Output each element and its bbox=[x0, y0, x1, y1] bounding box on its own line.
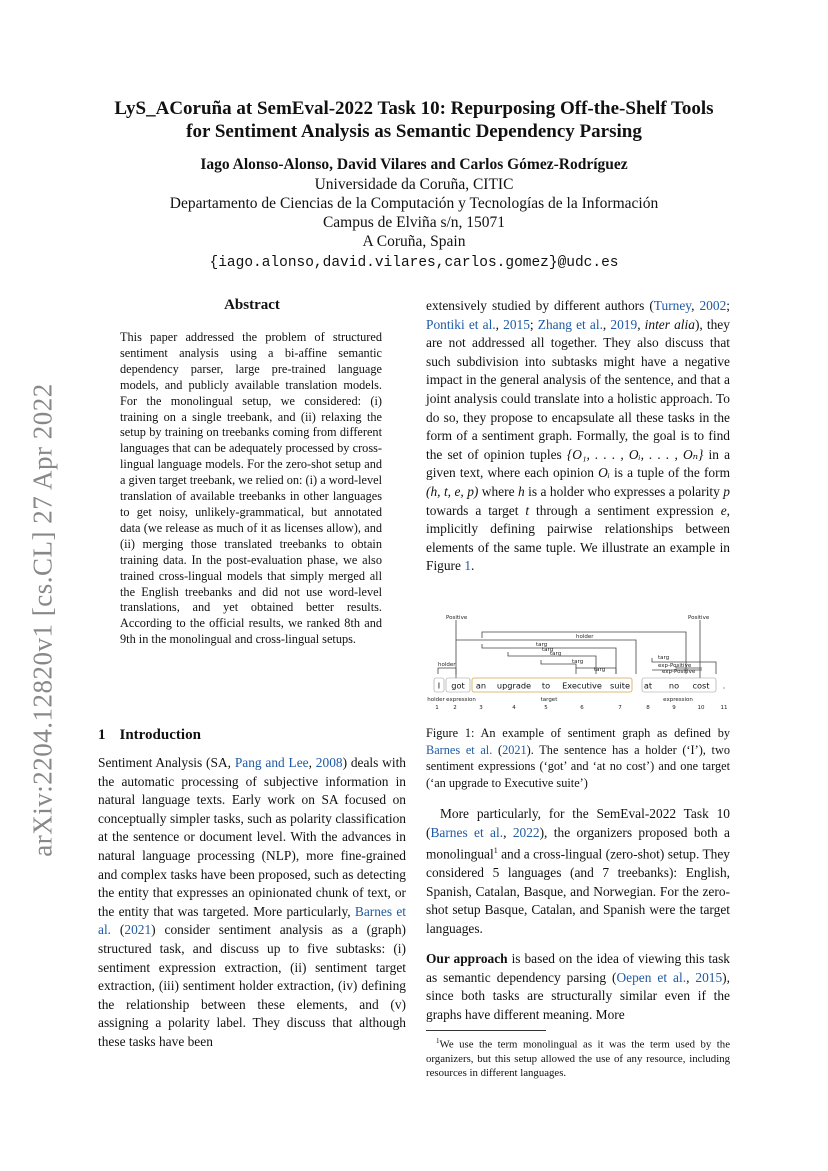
text-run: , bbox=[637, 316, 645, 332]
token-index: 10 bbox=[697, 705, 705, 711]
token-index: 3 bbox=[479, 705, 483, 711]
span-label: expression bbox=[663, 697, 693, 703]
token: cost bbox=[692, 680, 710, 691]
authors: Iago Alonso-Alonso, David Vilares and Carlos Gómez-Rodríguez bbox=[200, 156, 628, 173]
citation-link[interactable]: Pontiki et al. bbox=[426, 316, 496, 332]
token: I bbox=[437, 680, 441, 691]
citation-year-link[interactable]: 2021 bbox=[124, 922, 152, 938]
footnote-text: We use the term monolingual as it was the term used by the organizers, but this setup allowed the use of any resource, including resources in different languages. bbox=[426, 1038, 730, 1079]
text-run: is based on the idea of viewing this task as semantic dependency parsing ( bbox=[426, 951, 730, 985]
footnote-number: 1 bbox=[436, 1037, 440, 1045]
token-index: 7 bbox=[618, 705, 622, 711]
text-run: More particularly, for the SemEval-2022 Task 10 ( bbox=[426, 806, 730, 840]
arc-label: exp-Positive bbox=[658, 663, 692, 669]
citation-year-link[interactable]: 2019 bbox=[610, 316, 638, 332]
citation-link[interactable]: Zhang et al. bbox=[537, 316, 603, 332]
citation-year-link[interactable]: 2008 bbox=[315, 755, 343, 770]
citation-link[interactable]: Turney bbox=[653, 298, 692, 313]
math-expression: t bbox=[525, 502, 530, 518]
citation-year-link[interactable]: 2022 bbox=[512, 824, 540, 840]
span-label: holder bbox=[427, 697, 445, 703]
text-run: ) deals with the automatic processing of subjective information in natural language texts. Early work on SA focused on conceptually simpler tasks, such as polarity classification at the sentence or document level. With the advances in natural language processing (NLP), more fine-grained and complex tasks have been proposed, such as detecting the entity that expresses an opinionated chunk of text, or the entity that was targeted. More particularly, bbox=[98, 755, 406, 919]
arc-label: targ bbox=[594, 667, 606, 673]
citation-year-link[interactable]: 2015 bbox=[695, 969, 723, 985]
text-run: ; bbox=[529, 316, 538, 332]
token-index: 6 bbox=[580, 705, 584, 711]
figure-caption bbox=[426, 725, 730, 791]
arc-label: targ bbox=[550, 651, 562, 657]
math-expression: e bbox=[720, 502, 727, 518]
arc-label: holder bbox=[576, 634, 594, 640]
citation-link[interactable]: Barnes et al. bbox=[426, 742, 493, 757]
text-run: , implicitly defining pairwise relationships between elements of the same tuple. We illustrate an example in Figure bbox=[426, 502, 730, 574]
text-run: and a cross-lingual (zero-shot) setup. They considered 5 languages (and 7 treebanks): English, Spanish, Catalan, Basque, and Norwegian. For the zero-shot setup Basque, Catalan, and Spanish were the target languages. bbox=[426, 846, 730, 937]
text-run: where bbox=[478, 483, 518, 499]
text-run: ( bbox=[492, 742, 503, 757]
citation-link[interactable]: Oepen et al. bbox=[616, 969, 687, 985]
math-expression: {O₁, . . . , Oᵢ, . . . , Oₙ} bbox=[566, 446, 704, 462]
token: Executive bbox=[562, 680, 602, 691]
text-run: ), they are not addressed all together. They also discuss that such subdivision into subtasks might have a negative impact in the general analysis of the sentence, and that a joint analysis could translate into a holistic approach. To do so, they propose to encapsulate all these tasks in the form of a sentiment graph. Formally, the goal is to find the set of opinion tuples bbox=[426, 316, 730, 462]
arc-label: holder bbox=[438, 662, 456, 668]
citation-year-link[interactable]: 2021 bbox=[502, 742, 527, 757]
token: at bbox=[643, 680, 653, 691]
author-emails: {iago.alonso,david.vilares,carlos.gomez}@udc.es bbox=[209, 255, 619, 271]
token-index: 4 bbox=[512, 705, 516, 711]
sentiment-graph-figure bbox=[426, 608, 746, 714]
footnote bbox=[426, 1034, 730, 1080]
citation-year-link[interactable]: 2002 bbox=[699, 298, 727, 313]
polarity-label: Positive bbox=[688, 615, 710, 621]
token: . bbox=[722, 680, 726, 691]
text-run: . bbox=[471, 558, 475, 574]
text-run: in a given text, where each opinion bbox=[426, 446, 731, 481]
span-label: expression bbox=[446, 697, 476, 703]
token: got bbox=[451, 680, 465, 691]
right-column-paragraph-3 bbox=[426, 950, 730, 1024]
token-index: 8 bbox=[646, 705, 650, 711]
right-column-paragraph-1 bbox=[426, 297, 730, 576]
paper-title bbox=[60, 97, 768, 143]
math-expression: p bbox=[723, 483, 730, 499]
math-expression: Oᵢ bbox=[598, 465, 610, 481]
right-column-paragraph-2 bbox=[426, 805, 730, 939]
arxiv-sidebar bbox=[18, 360, 68, 880]
text-run: , bbox=[602, 316, 611, 332]
text-run: extensively studied by different authors ( bbox=[426, 298, 654, 313]
title-line-1: LyS_ACoruña at SemEval-2022 Task 10: Repurposing Off-the-Shelf Tools bbox=[114, 98, 714, 119]
token-index: 5 bbox=[544, 705, 548, 711]
arc-label: targ bbox=[536, 642, 548, 648]
math-expression: h bbox=[517, 483, 525, 499]
polarity-label: Positive bbox=[446, 615, 468, 621]
citation-link[interactable]: Barnes et al. bbox=[98, 903, 406, 938]
text-run: , bbox=[495, 316, 504, 332]
arc-label: targ bbox=[572, 659, 584, 665]
section-number: 1 bbox=[98, 727, 106, 743]
token: suite bbox=[610, 680, 630, 691]
citation-link[interactable]: Pang and Lee bbox=[234, 755, 309, 770]
affiliation-department: Departamento de Ciencias de la Computación y Tecnologías de la Información bbox=[169, 195, 659, 212]
introduction-paragraph bbox=[98, 754, 406, 1052]
text-run: ), the organizers proposed both a monolingual bbox=[426, 824, 730, 862]
text-run: Sentiment Analysis (SA, bbox=[98, 755, 235, 770]
arc-label: targ bbox=[658, 655, 670, 661]
citation-link[interactable]: Barnes et al. bbox=[430, 824, 504, 840]
title-line-2: for Sentiment Analysis as Semantic Dependency Parsing bbox=[186, 121, 642, 142]
text-run: , bbox=[503, 824, 513, 840]
text-run: ; bbox=[726, 298, 730, 313]
token-index: 2 bbox=[453, 705, 457, 711]
text-run: ). The sentence has a holder (‘I’), two sentiment expressions (‘got’ and ‘at no cost’) and one target (‘an upgrade to Executive suite’) bbox=[426, 742, 730, 790]
math-expression: (h, t, e, p) bbox=[426, 483, 479, 499]
span-label: target bbox=[540, 697, 558, 703]
affiliation-city: A Coruña, Spain bbox=[362, 233, 466, 250]
footnote-divider bbox=[426, 1030, 546, 1031]
text-run: is a holder who expresses a polarity bbox=[524, 483, 724, 499]
text-run: , bbox=[686, 969, 696, 985]
token: no bbox=[668, 680, 680, 691]
text-run: ( bbox=[111, 922, 125, 938]
text-run: towards a target bbox=[426, 502, 526, 518]
citation-year-link[interactable]: 2015 bbox=[503, 316, 530, 332]
text-run: through a sentiment expression bbox=[529, 502, 721, 518]
arc-label: targ bbox=[542, 647, 554, 653]
abstract-text: This paper addressed the problem of structured sentiment analysis using a bi-affine semantic dependency parser, large pre-trained language models, and publicly available translation models. For the monolingual setup, we considered: (i) training on a single treebank, and (ii) relaxing the setup by training on treebanks coming from different languages that can be adequately processed by cross-lingual language models. For the zero-shot setup and a given target treebank, we relied on: (i) a word-level translation of available treebanks in other languages to get noisy, unlikely-grammatical, but annotated data (we release as much of it as licenses allow), and (ii) merging those translated treebanks to obtain training data. In the post-evaluation phase, we also trained cross-lingual models that simply merged all the English treebanks and did not use word-level translations, and yet obtained better results. According to the official results, we ranked 8th and 9th in the monolingual and cross-lingual setups. bbox=[120, 330, 382, 647]
emphasis-text: inter alia bbox=[644, 316, 695, 332]
text-run: is a tuple of the form bbox=[609, 465, 730, 481]
token-index: 11 bbox=[720, 705, 728, 711]
token-index: 9 bbox=[672, 705, 676, 711]
text-run: Figure 1: An example of sentiment graph as defined by bbox=[426, 726, 730, 740]
text-run: , bbox=[691, 298, 700, 313]
footnote-marker[interactable]: 1 bbox=[493, 846, 498, 856]
token-index: 1 bbox=[435, 705, 439, 711]
abstract-heading: Abstract bbox=[224, 297, 280, 313]
token: an bbox=[475, 680, 487, 691]
arc-label: exp-Positive bbox=[662, 669, 696, 675]
figure-reference-link[interactable]: 1 bbox=[464, 558, 472, 574]
token: upgrade bbox=[496, 680, 532, 691]
section-title: Introduction bbox=[119, 727, 201, 743]
affiliation-campus: Campus de Elviña s/n, 15071 bbox=[322, 214, 506, 231]
affiliation-university: Universidade da Coruña, CITIC bbox=[314, 176, 514, 193]
section-heading bbox=[98, 727, 215, 744]
arxiv-identifier: arXiv:2204.12820v1 [cs.CL] 27 Apr 2022 bbox=[27, 383, 58, 857]
text-run: , bbox=[308, 755, 316, 770]
text-run: ), since both tasks are structurally similar even if the graphs have different meaning. More bbox=[426, 969, 730, 1022]
text-run: ) consider sentiment analysis as a (graph) structured task, and discuss up to five subtasks: (i) sentiment expression extraction, (ii) sentiment target extraction, (iii) sentiment holder extraction, (iv) defining the relationship between these elements, and (v) assigning a polarity label. They discuss that although these tasks have been bbox=[98, 922, 407, 1049]
paragraph-lead: Our approach bbox=[426, 951, 508, 966]
token: to bbox=[541, 680, 551, 691]
